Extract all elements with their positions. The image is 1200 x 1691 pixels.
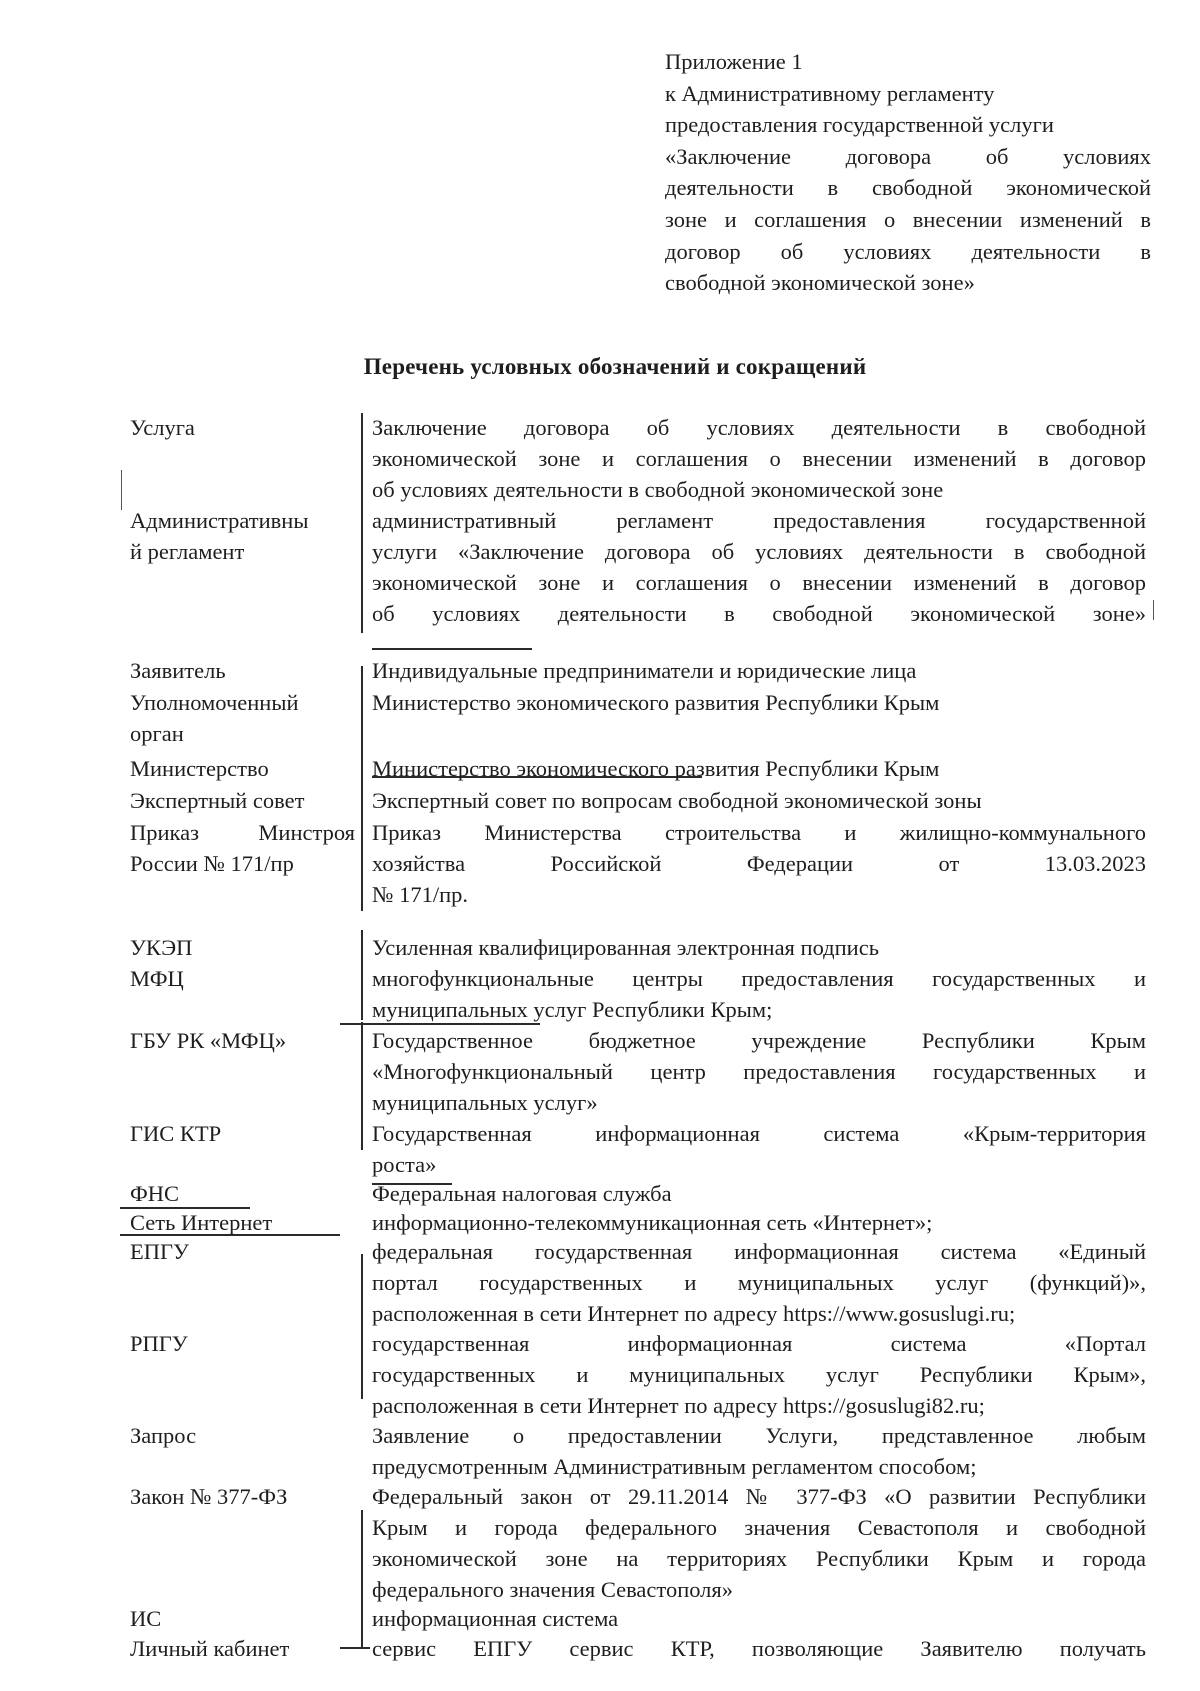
term-ekspertny-sovet: [130, 785, 355, 816]
def-line: об условиях деятельности в свободной экономической зоне»: [372, 601, 1146, 626]
def-line: информационно-телекоммуникационная сеть «Интернет»;: [372, 1210, 933, 1235]
column-divider: [361, 666, 363, 911]
def-line: расположенная в сети Интернет по адресу https://www.gosuslugi.ru;: [372, 1301, 1016, 1326]
term-rpgu: [130, 1328, 355, 1359]
def-line: Федеральная налоговая служба: [372, 1181, 672, 1206]
term-text: МФЦ: [130, 966, 184, 991]
appendix-line: предоставления государственной услуги: [665, 112, 1054, 138]
appendix-line: «Заключение договора об условиях: [665, 143, 1151, 169]
term-zapros: [130, 1420, 355, 1451]
def-line: муниципальных услуг»: [372, 1090, 598, 1115]
term-text: УКЭП: [130, 935, 193, 960]
term-is: [130, 1603, 355, 1634]
def-line: роста»: [372, 1152, 437, 1177]
term-text: Запрос: [130, 1423, 197, 1448]
def-line: многофункциональные центры предоставления государственных и: [372, 966, 1146, 991]
def-line: расположенная в сети Интернет по адресу https://gosuslugi82.ru;: [372, 1393, 985, 1418]
def-line: федеральная государственная информационная система «Единый: [372, 1239, 1146, 1264]
term-upolnomochenny-organ: [130, 687, 355, 749]
def-line: предусмотренным Административным регламентом способом;: [372, 1454, 977, 1479]
term-text: Министерство: [130, 756, 269, 781]
term-text: России № 171/пр: [130, 851, 294, 876]
def-line: Государственная информационная система «Крым-территория: [372, 1121, 1146, 1146]
def-line: государственных и муниципальных услуг Республики Крым»,: [372, 1362, 1146, 1387]
def-line: федерального значения Севастополя»: [372, 1577, 734, 1602]
definition-ukep: [372, 932, 1146, 963]
appendix-line: зоне и соглашения о внесении изменений в: [665, 206, 1151, 232]
definition-gis-ktr: [372, 1118, 1146, 1180]
rule-line: [372, 648, 532, 650]
def-line: Государственное бюджетное учреждение Республики Крым: [372, 1028, 1146, 1053]
term-lichny-kabinet: [130, 1633, 355, 1664]
column-divider: [361, 1022, 363, 1150]
definition-uslyga: [372, 412, 1146, 505]
definition-ekspertny-sovet: [372, 785, 1146, 816]
def-line: № 171/пр.: [372, 882, 469, 907]
term-text: ГИС КТР: [130, 1121, 222, 1146]
column-divider: [361, 413, 363, 633]
term-uslyga: [130, 412, 355, 443]
term-prikaz-minstroya: [130, 817, 355, 879]
term-epgu: [130, 1236, 355, 1267]
term-text: ИС: [130, 1606, 162, 1631]
term-text: Заявитель: [130, 658, 226, 683]
appendix-line: свободной экономической зоне»: [665, 270, 975, 296]
definition-set-internet: [372, 1207, 1146, 1238]
def-line: информационная система: [372, 1606, 619, 1631]
definition-mfc: [372, 963, 1146, 1025]
definition-zakon-377-fz: [372, 1481, 1146, 1605]
def-line: об условиях деятельности в свободной экономической зоне: [372, 477, 944, 502]
definition-rpgu: [372, 1328, 1146, 1421]
appendix-header: [665, 46, 1151, 299]
def-line: Заявление о предоставлении Услуги, представленное любым: [372, 1423, 1146, 1448]
term-fns: [130, 1178, 355, 1209]
def-line: Федеральный закон от 29.11.2014 № 377-ФЗ «О развитии Республики: [372, 1484, 1146, 1509]
term-text: Приказ Минстроя: [130, 820, 355, 845]
definition-epgu: [372, 1236, 1146, 1329]
def-line: услуги «Заключение договора об условиях деятельности в свободной: [372, 539, 1146, 564]
appendix-line: Приложение 1: [665, 49, 803, 74]
term-text: Административны: [130, 508, 309, 533]
term-text: й регламент: [130, 539, 245, 564]
term-mfc: [130, 963, 355, 994]
definition-gbu-rk-mfc: [372, 1025, 1146, 1118]
column-divider: [361, 1254, 363, 1399]
appendix-line: деятельности в свободной экономической: [665, 175, 1151, 201]
def-line: Министерство экономического развития Республики Крым: [372, 756, 940, 781]
column-divider: [361, 1510, 363, 1648]
appendix-line: договор об условиях деятельности в: [665, 238, 1151, 264]
definition-is: [372, 1603, 1146, 1634]
page-title: Перечень условных обозначений и сокращений: [363, 354, 867, 379]
term-text: Личный кабинет: [130, 1636, 290, 1661]
def-line: экономической зоне и соглашения о внесении изменений в договор: [372, 570, 1146, 595]
term-text: ГБУ РК «МФЦ»: [130, 1028, 287, 1053]
term-text: Уполномоченный: [130, 690, 299, 715]
definition-zayavitel: [372, 655, 1146, 686]
term-text: Экспертный совет: [130, 788, 305, 813]
term-text: РПГУ: [130, 1331, 188, 1356]
term-zakon-377-fz: [130, 1481, 355, 1512]
definition-fns: [372, 1178, 1146, 1209]
def-line: сервис ЕПГУ сервис КТР, позволяющие Заявителю получать: [372, 1636, 1146, 1661]
def-line: Заключение договора об условиях деятельности в свободной: [372, 415, 1146, 440]
definition-ministerstvo: [372, 753, 1146, 784]
def-line: хозяйства Российской Федерации от 13.03.2023: [372, 851, 1146, 876]
definition-lichny-kabinet: [372, 1633, 1146, 1664]
def-line: «Многофункциональный центр предоставления государственных и: [372, 1059, 1146, 1084]
def-line: экономической зоне и соглашения о внесении изменений в договор: [372, 446, 1146, 471]
term-admin-reglament: [130, 505, 355, 567]
term-text: Услуга: [130, 415, 195, 440]
def-line: Индивидуальные предприниматели и юридические лица: [372, 658, 917, 683]
appendix-line: к Административному регламенту: [665, 80, 995, 106]
term-ministerstvo: [130, 753, 355, 784]
rule-line: [1153, 600, 1154, 620]
term-gis-ktr: [130, 1118, 355, 1149]
def-line: Приказ Министерства строительства и жилищно-коммунального: [372, 820, 1146, 845]
def-line: государственная информационная система «Портал: [372, 1331, 1146, 1356]
def-line: портал государственных и муниципальных услуг (функций)»,: [372, 1270, 1146, 1295]
term-zayavitel: [130, 655, 355, 686]
term-ukep: [130, 932, 355, 963]
def-line: административный регламент предоставления государственной: [372, 508, 1146, 533]
def-line: Крым и города федерального значения Севастополя и свободной: [372, 1515, 1146, 1540]
column-divider: [361, 930, 363, 1020]
def-line: Усиленная квалифицированная электронная подпись: [372, 935, 879, 960]
term-set-internet: [130, 1207, 355, 1238]
term-text: Закон № 377-ФЗ: [130, 1484, 288, 1509]
definition-admin-reglament: [372, 505, 1146, 629]
def-line: экономической зоне на территориях Республики Крым и города: [372, 1546, 1146, 1571]
term-text: Сеть Интернет: [130, 1210, 273, 1235]
definition-upolnomochenny-organ: [372, 687, 1146, 718]
rule-line: [121, 470, 122, 510]
def-line: Министерство экономического развития Республики Крым: [372, 690, 940, 715]
definition-prikaz-minstroya: [372, 817, 1146, 910]
term-gbu-rk-mfc: [130, 1025, 355, 1056]
def-line: муниципальных услуг Республики Крым;: [372, 997, 773, 1022]
term-text: орган: [130, 721, 184, 746]
term-text: ЕПГУ: [130, 1239, 189, 1264]
term-text: ФНС: [130, 1181, 180, 1206]
def-line: Экспертный совет по вопросам свободной экономической зоны: [372, 788, 982, 813]
definition-zapros: [372, 1420, 1146, 1482]
